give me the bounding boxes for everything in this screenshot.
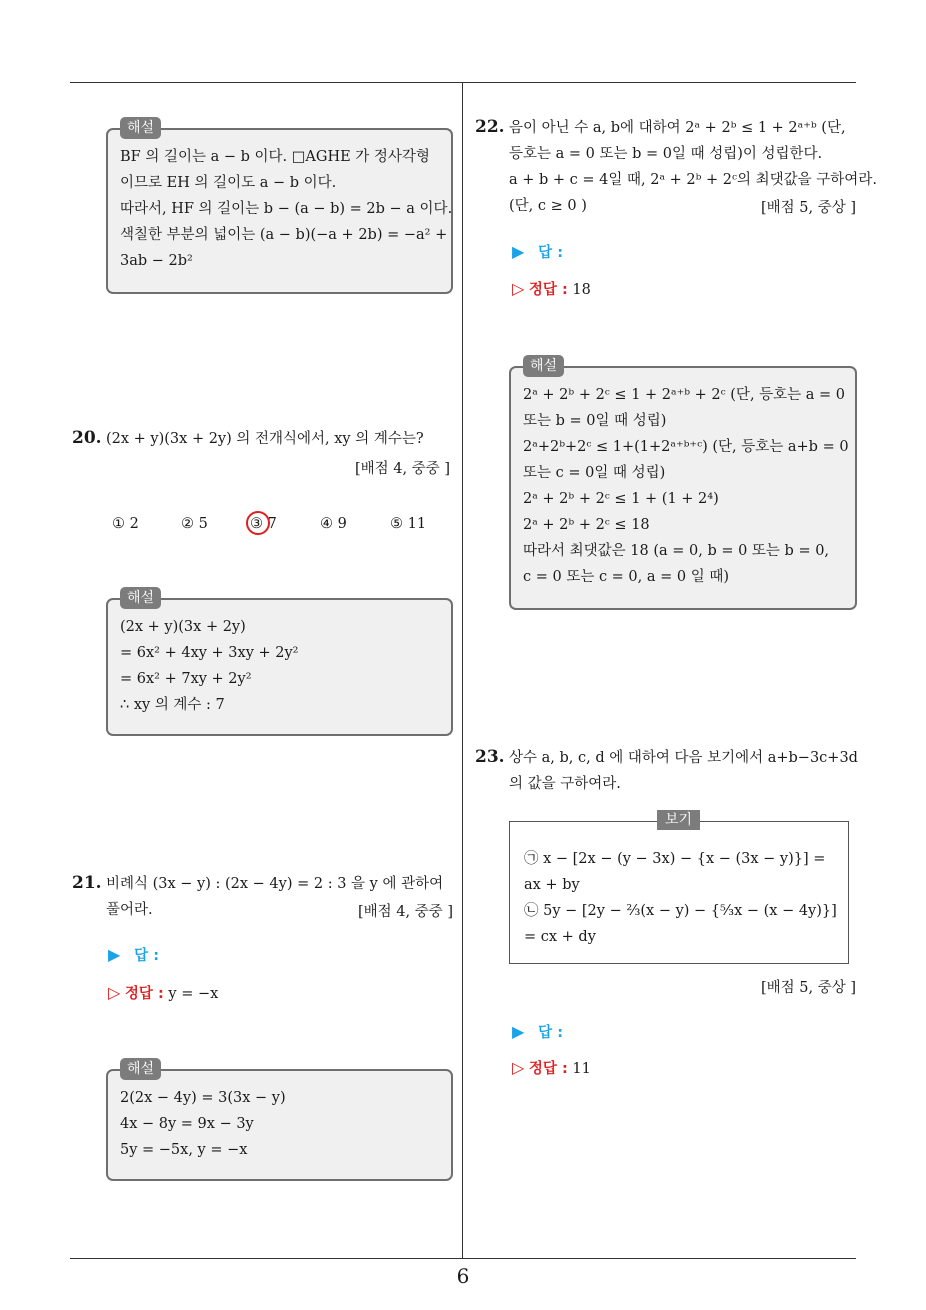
choice-3[interactable]: ③ 7: [250, 516, 277, 532]
solution-box-19: [106, 120, 453, 294]
bogi-line: ax + by: [524, 877, 580, 893]
choice-2[interactable]: ② 5: [181, 516, 208, 532]
bogi-line: ㉡ 5y − [2y − ⅔(x − y) − {⁵⁄₃x − (x − 4y)}]: [524, 903, 837, 919]
solution-line: = 6x² + 4xy + 3xy + 2y²: [120, 645, 299, 661]
solution-line: 5y = −5x, y = −x: [120, 1142, 248, 1158]
solution-line: 2(2x − 4y) = 3(3x − y): [120, 1090, 286, 1106]
question-line: a + b + c = 4일 때, 2ᵃ + 2ᵇ + 2ᶜ의 최댓값을 구하여라.: [509, 172, 877, 188]
question-number-20: 20.: [72, 428, 102, 448]
question-line: (단, c ≥ 0 ): [509, 198, 587, 214]
solution-box-20: [106, 590, 453, 736]
solution-line: BF 의 길이는 a − b 이다. □AGHE 가 정사각형: [120, 149, 430, 165]
solution-line: 또는 b = 0일 때 성립): [523, 413, 667, 429]
correct-value: y = −x: [168, 986, 219, 1002]
top-rule: [70, 82, 856, 83]
selected-choice-circle: [246, 511, 270, 535]
correct-label: 정답 :: [528, 1061, 568, 1077]
choice-4[interactable]: ④ 9: [320, 516, 347, 532]
solution-line: 2ᵃ + 2ᵇ + 2ᶜ ≤ 1 + (1 + 2⁴): [523, 491, 719, 507]
solution-line: 2ᵃ + 2ᵇ + 2ᶜ ≤ 18: [523, 517, 650, 533]
solution-line: 2ᵃ + 2ᵇ + 2ᶜ ≤ 1 + 2ᵃ⁺ᵇ + 2ᶜ (단, 등호는 a = 0: [523, 387, 846, 403]
solution-line: 또는 c = 0일 때 성립): [523, 465, 666, 481]
correct-row-21: [108, 982, 218, 1003]
correct-value: 18: [572, 282, 591, 298]
outline-triangle-icon: ▷: [108, 983, 121, 1002]
outline-triangle-icon: ▷: [512, 1058, 525, 1077]
correct-row-23: [512, 1057, 591, 1078]
solution-line: = 6x² + 7xy + 2y²: [120, 671, 252, 687]
page-number: 6: [456, 1264, 470, 1288]
solution-line: c = 0 또는 c = 0, a = 0 일 때): [523, 569, 730, 585]
answer-row-21: [108, 944, 159, 965]
answer-label: 답 :: [538, 245, 563, 261]
bottom-rule: [70, 1258, 856, 1259]
solution-line: 따라서, HF 의 길이는 b − (a − b) = 2b − a 이다.: [120, 201, 453, 217]
solution-tag: 해설: [120, 587, 161, 609]
solution-line: 2ᵃ+2ᵇ+2ᶜ ≤ 1+(1+2ᵃ⁺ᵇ⁺ᶜ) (단, 등호는 a+b = 0: [523, 439, 849, 455]
bogi-line: ㉠ x − [2x − (y − 3x) − {x − (3x − y)}] =: [524, 851, 826, 867]
solution-line: 3ab − 2b²: [120, 253, 193, 269]
answer-row-22: [512, 241, 563, 262]
play-icon: ▶: [512, 1022, 525, 1041]
solution-line: 따라서 최댓값은 18 (a = 0, b = 0 또는 b = 0,: [523, 543, 830, 559]
answer-label: 답 :: [538, 1025, 563, 1041]
question-line: 비례식 (3x − y) : (2x − 4y) = 2 : 3 을 y 에 관하여: [106, 876, 444, 892]
solution-tag: 해설: [523, 355, 564, 377]
points-23: [배점 5, 중상 ]: [760, 980, 856, 996]
correct-value: 11: [572, 1061, 591, 1077]
play-icon: ▶: [512, 242, 525, 261]
question-number-23: 23.: [475, 747, 505, 767]
question-line: 풀어라.: [106, 902, 153, 918]
answer-row-23: [512, 1021, 563, 1042]
solution-tag: 해설: [120, 117, 161, 139]
question-number-21: 21.: [72, 873, 102, 893]
question-line: 등호는 a = 0 또는 b = 0일 때 성립)이 성립한다.: [509, 146, 823, 162]
play-icon: ▶: [108, 945, 121, 964]
solution-line: 4x − 8y = 9x − 3y: [120, 1116, 254, 1132]
choice-5[interactable]: ⑤ 11: [390, 516, 427, 532]
solution-line: 이므로 EH 의 길이도 a − b 이다.: [120, 175, 337, 191]
correct-label: 정답 :: [528, 282, 568, 298]
column-divider: [462, 83, 463, 1258]
choice-1[interactable]: ① 2: [112, 516, 139, 532]
correct-label: 정답 :: [124, 986, 164, 1002]
solution-line: 색칠한 부분의 넓이는 (a − b)(−a + 2b) = −a² +: [120, 227, 448, 243]
question-text-23: [509, 745, 858, 797]
points-21: [배점 4, 중중 ]: [357, 904, 453, 920]
outline-triangle-icon: ▷: [512, 279, 525, 298]
solution-box-22: [509, 358, 857, 610]
bogi-line: = cx + dy: [524, 929, 596, 945]
question-line: 의 값을 구하여라.: [509, 776, 621, 792]
question-text-20: [106, 426, 424, 452]
answer-label: 답 :: [134, 948, 159, 964]
question-line: (2x + y)(3x + 2y) 의 전개식에서, xy 의 계수는?: [106, 431, 424, 447]
bogi-box: [509, 812, 849, 964]
bogi-tag: 보기: [657, 810, 700, 830]
solution-line: ∴ xy 의 계수 : 7: [120, 697, 225, 713]
solution-box-21: [106, 1061, 453, 1181]
question-line: 음이 아닌 수 a, b에 대하여 2ᵃ + 2ᵇ ≤ 1 + 2ᵃ⁺ᵇ (단,: [509, 120, 846, 136]
correct-row-22: [512, 278, 591, 299]
points-22: [배점 5, 중상 ]: [760, 200, 856, 216]
solution-tag: 해설: [120, 1058, 161, 1080]
question-line: 상수 a, b, c, d 에 대하여 다음 보기에서 a+b−3c+3d: [509, 750, 858, 766]
points-20: [배점 4, 중중 ]: [354, 461, 450, 477]
question-number-22: 22.: [475, 117, 505, 137]
solution-line: (2x + y)(3x + 2y): [120, 619, 246, 635]
